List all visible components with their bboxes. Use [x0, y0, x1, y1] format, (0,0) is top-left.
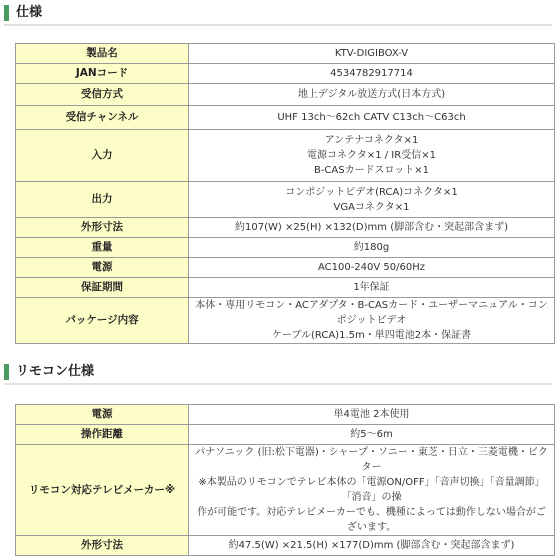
row-label: 受信方式: [16, 84, 189, 106]
value-line: 電源コネクタ×1 / IR受信×1: [307, 150, 436, 161]
value-line: AC100-240V 50/60Hz: [317, 262, 426, 273]
value-line: ※本製品のリモコンでテレビ本体の「電源ON/OFF」「音声切換」「音量調節」「消音」の操: [198, 477, 545, 503]
value-line: 約107(W) ×25(H) ×132(D)mm (脚部含む・突起部含まず): [235, 222, 508, 233]
row-label: 外形寸法: [16, 536, 189, 556]
row-value: [189, 405, 555, 425]
table-row: [16, 64, 555, 84]
row-label: リモコン対応テレビメーカー※: [16, 445, 189, 536]
row-label: パッケージ内容: [16, 298, 189, 344]
spec-section-header: [4, 2, 552, 26]
value-line: アンテナコネクタ×1: [324, 135, 419, 146]
table-row: [16, 44, 555, 64]
row-value: [189, 536, 555, 556]
remote-spec-table: [15, 404, 555, 556]
table-row: [16, 238, 555, 258]
row-label: 操作距離: [16, 425, 189, 445]
value-line: KTV-DIGIBOX-V: [334, 48, 409, 59]
value-line: 約180g: [353, 242, 390, 253]
row-label: 外形寸法: [16, 218, 189, 238]
spec-table: [15, 43, 555, 344]
row-label: 受信チャンネル: [16, 106, 189, 130]
table-row: [16, 106, 555, 130]
row-label: 電源: [16, 258, 189, 278]
value-line: VGAコネクタ×1: [333, 201, 410, 213]
row-label: 保証期間: [16, 278, 189, 298]
row-value: [189, 44, 555, 64]
table-row: [16, 445, 555, 536]
row-value: [189, 106, 555, 130]
table-row: [16, 218, 555, 238]
table-row: [16, 425, 555, 445]
value-line: 本体・専用リモコン・ACアダプタ・B-CASカード・ユーザーマニュアル・コンポジットビデオ: [195, 300, 548, 326]
row-label: 電源: [16, 405, 189, 425]
value-line: 地上デジタル放送方式(日本方式): [297, 89, 446, 100]
table-row: [16, 130, 555, 182]
remote-section-header: [4, 361, 552, 385]
row-value: [189, 298, 555, 344]
table-row: [16, 258, 555, 278]
row-label: 重量: [16, 238, 189, 258]
value-line: UHF 13ch〜62ch CATV C13ch〜C63ch: [277, 112, 466, 123]
row-value: [189, 64, 555, 84]
section-marker: [4, 5, 9, 21]
value-line: 作が可能です。対応テレビメーカーでも、機種によっては動作しない場合がございます。: [197, 507, 546, 533]
value-line: 約47.5(W) ×21.5(H) ×177(D)mm (脚部含む・突起部含まず): [228, 540, 515, 551]
value-line: 単4電池 2本使用: [333, 409, 410, 420]
row-value: [189, 130, 555, 182]
value-line: 1年保証: [353, 282, 390, 293]
table-row: [16, 536, 555, 556]
table-row: [16, 84, 555, 106]
section-marker: [4, 364, 9, 380]
row-value: [189, 218, 555, 238]
table-row: [16, 278, 555, 298]
row-value: [189, 182, 555, 218]
value-line: コンポジットビデオ(RCA)コネクタ×1: [285, 186, 458, 198]
row-value: [189, 258, 555, 278]
row-label: JANコード: [16, 64, 189, 84]
section-title: 仕様: [16, 5, 43, 20]
table-row: [16, 298, 555, 344]
value-line: 約5〜6m: [350, 429, 393, 440]
row-value: [189, 278, 555, 298]
table-row: [16, 405, 555, 425]
value-line: B-CASカードスロット×1: [313, 165, 430, 176]
value-line: パナソニック (旧:松下電器)・シャープ・ソニー・東芝・日立・三菱電機・ビクター: [195, 447, 548, 473]
row-value: [189, 425, 555, 445]
row-value: [189, 84, 555, 106]
row-label: 入力: [16, 130, 189, 182]
row-label: 製品名: [16, 44, 189, 64]
section-title: リモコン仕様: [16, 364, 95, 379]
table-row: [16, 182, 555, 218]
value-line: ケーブル(RCA)1.5m・単四電池2本・保証書: [271, 330, 472, 341]
row-value: [189, 238, 555, 258]
row-value: [189, 445, 555, 536]
value-line: 4534782917714: [330, 68, 413, 79]
row-label: 出力: [16, 182, 189, 218]
